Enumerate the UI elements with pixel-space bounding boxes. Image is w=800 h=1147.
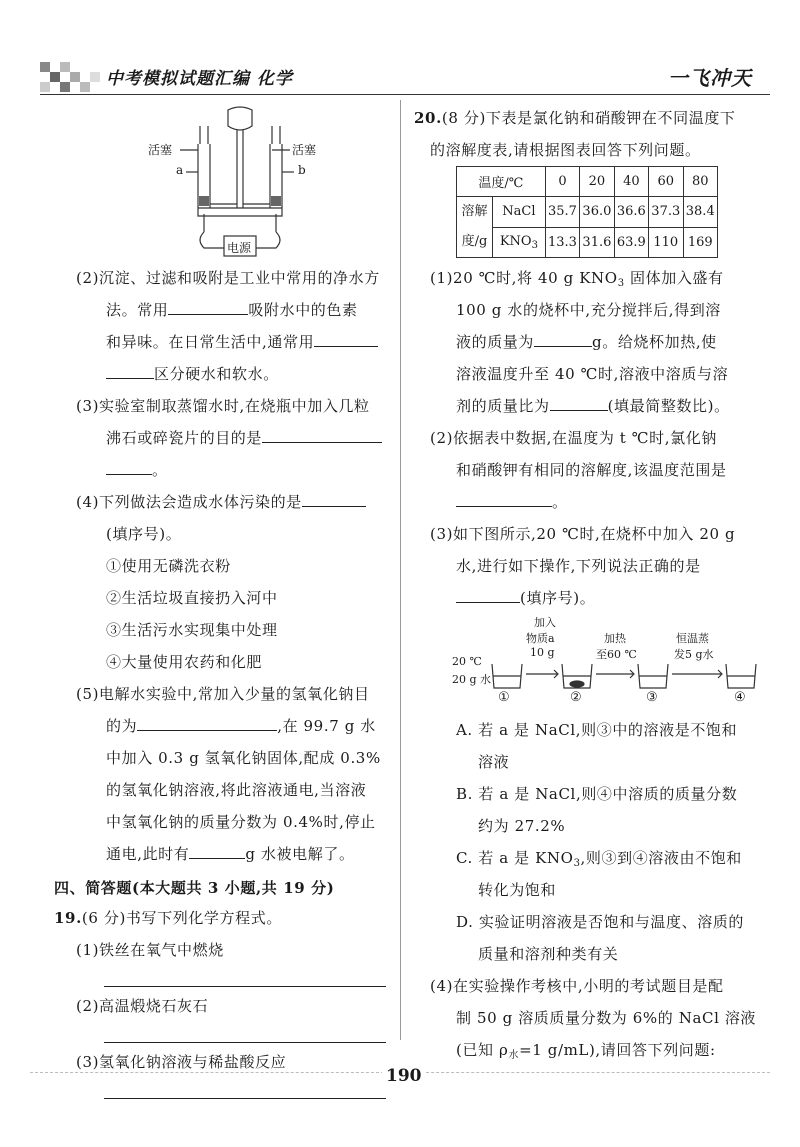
table-cell: 31.6 bbox=[580, 227, 614, 258]
flow-evap-mass: 发5 g水 bbox=[674, 648, 714, 661]
flow-evap-label: 恒温蒸 bbox=[676, 632, 709, 645]
p1-line3: 液的质量为 g。给烧杯加热,使 bbox=[456, 333, 717, 351]
valve-label-right: 活塞 bbox=[292, 143, 317, 157]
beaker-label-2: ② bbox=[570, 690, 582, 705]
answer-blank[interactable] bbox=[456, 493, 552, 507]
tube-label-b: b bbox=[298, 163, 306, 177]
flow-heat-label: 加热 bbox=[604, 632, 626, 645]
page-number: 190 bbox=[382, 1066, 426, 1086]
solubility-table bbox=[456, 166, 718, 258]
q5-line6: 通电,此时有 g 水被电解了。 bbox=[106, 845, 355, 863]
option-c-line1: C. 若 a 是 $KNO_3$,则③到④溶液由不饱和 bbox=[456, 849, 742, 869]
q4-option-2: ②生活垃圾直接扔入河中 bbox=[106, 589, 278, 607]
answer-line[interactable] bbox=[104, 1042, 386, 1043]
electrolysis-diagram bbox=[140, 104, 330, 260]
q19-part2: (2)高温煅烧石灰石 bbox=[76, 997, 209, 1015]
option-d-line1: D. 实验证明溶液是否饱和与温度、溶质的 bbox=[456, 913, 745, 931]
table-cell: 80 bbox=[683, 167, 718, 197]
answer-blank[interactable] bbox=[302, 493, 366, 507]
flow-heat-temp: 至60 ℃ bbox=[596, 648, 637, 661]
table-cell: 169 bbox=[683, 227, 718, 258]
valve-label-left: 活塞 bbox=[148, 143, 173, 157]
table-cell: 63.9 bbox=[614, 227, 648, 258]
flow-add-label: 加入 bbox=[534, 616, 556, 629]
q4-line2: (填序号)。 bbox=[106, 525, 182, 543]
answer-blank[interactable] bbox=[189, 845, 245, 859]
table-cell: NaCl bbox=[493, 197, 546, 228]
answer-line[interactable] bbox=[104, 1098, 386, 1099]
answer-blank[interactable] bbox=[106, 461, 152, 475]
table-row bbox=[457, 167, 718, 197]
table-cell: 36.0 bbox=[580, 197, 614, 228]
q4-option-4: ④大量使用农药和化肥 bbox=[106, 653, 263, 671]
table-cell: 20 bbox=[580, 167, 614, 197]
q5-line2: 的为 ,在 99.7 g 水 bbox=[106, 717, 376, 735]
q3-line1: (3)实验室制取蒸馏水时,在烧瓶中加入几粒 bbox=[76, 397, 370, 415]
table-cell: 40 bbox=[614, 167, 648, 197]
table-cell: 0 bbox=[545, 167, 579, 197]
q5-line1: (5)电解水实验中,常加入少量的氢氧化钠目 bbox=[76, 685, 370, 703]
table-cell: 110 bbox=[649, 227, 683, 258]
answer-blank[interactable] bbox=[262, 429, 382, 443]
table-row bbox=[457, 197, 718, 228]
flow-add-mass: 10 g bbox=[530, 646, 555, 659]
q19-part3: (3)氢氧化钠溶液与稀盐酸反应 bbox=[76, 1053, 287, 1071]
q2-line4: 区分硬水和软水。 bbox=[106, 364, 279, 384]
beaker-label-3: ③ bbox=[646, 690, 658, 705]
table-header-temp: 温度/℃ bbox=[457, 167, 546, 197]
table-cell: $KNO_3$ bbox=[493, 227, 546, 258]
table-cell: 38.4 bbox=[683, 197, 718, 228]
answer-blank[interactable] bbox=[168, 301, 248, 315]
q19-part1: (1)铁丝在氧气中燃烧 bbox=[76, 941, 224, 959]
q4-line1: (4)下列做法会造成水体污染的是 bbox=[76, 492, 366, 512]
q5-line4: 的氢氧化钠溶液,将此溶液通电,当溶液 bbox=[106, 781, 367, 799]
q2-line2: 法。常用 吸附水中的色素 bbox=[106, 301, 358, 319]
p1-line2: 100 g 水的烧杯中,充分搅拌后,得到溶 bbox=[456, 301, 721, 319]
header-pattern bbox=[40, 62, 100, 92]
p4-line2: 制 50 g 溶质质量分数为 6%的 NaCl 溶液 bbox=[456, 1009, 757, 1027]
option-c-line2: 转化为饱和 bbox=[478, 881, 557, 899]
q3-line2: 沸石或碎瓷片的目的是 bbox=[106, 428, 382, 448]
header-rule bbox=[40, 94, 770, 95]
q5-line3: 中加入 0.3 g 氢氧化钠固体,配成 0.3% bbox=[106, 749, 381, 767]
p3-line3: (填序号)。 bbox=[456, 588, 595, 608]
table-cell: 35.7 bbox=[545, 197, 579, 228]
p1-line5: 剂的质量比为 (填最简整数比)。 bbox=[456, 397, 730, 415]
brand-logo: 一飞冲天 bbox=[668, 66, 752, 90]
answer-blank[interactable] bbox=[106, 365, 154, 379]
answer-blank[interactable] bbox=[550, 397, 608, 411]
q19-header: 19.(6 分)书写下列化学方程式。 bbox=[54, 909, 282, 927]
table-cell: 60 bbox=[649, 167, 683, 197]
flow-start-water: 20 g 水 bbox=[452, 673, 492, 686]
book-title: 中考模拟试题汇编 化学 bbox=[106, 69, 293, 89]
option-b-line2: 约为 27.2% bbox=[478, 817, 566, 835]
p2-line3: 。 bbox=[456, 492, 568, 512]
flow-add-substance: 物质a bbox=[526, 632, 555, 645]
q2-line1: (2)沉淀、过滤和吸附是工业中常用的净水方 bbox=[76, 269, 380, 287]
column-divider bbox=[400, 100, 401, 1040]
option-a-line2: 溶液 bbox=[478, 753, 510, 771]
power-label: 电源 bbox=[227, 241, 252, 255]
q20-line2: 的溶解度表,请根据图表回答下列问题。 bbox=[430, 141, 701, 159]
p2-line2: 和硝酸钾有相同的溶解度,该温度范围是 bbox=[456, 461, 727, 479]
table-cell: 36.6 bbox=[614, 197, 648, 228]
table-cell: 13.3 bbox=[545, 227, 579, 258]
beaker-label-1: ① bbox=[498, 690, 510, 705]
option-d-line2: 质量和溶剂种类有关 bbox=[478, 945, 619, 963]
q3-line3: 。 bbox=[106, 460, 168, 480]
beaker-label-4: ④ bbox=[734, 690, 746, 705]
table-row bbox=[457, 227, 718, 258]
q2-line3: 和异味。在日常生活中,通常用 bbox=[106, 332, 378, 352]
option-b-line1: B. 若 a 是 NaCl,则④中溶质的质量分数 bbox=[456, 785, 738, 803]
answer-line[interactable] bbox=[104, 986, 386, 987]
p3-line2: 水,进行如下操作,下列说法正确的是 bbox=[456, 557, 701, 575]
answer-blank[interactable] bbox=[314, 333, 378, 347]
p2-line1: (2)依据表中数据,在温度为 t ℃时,氯化钠 bbox=[430, 429, 717, 447]
q4-option-3: ③生活污水实现集中处理 bbox=[106, 621, 278, 639]
q4-option-1: ①使用无磷洗衣粉 bbox=[106, 557, 231, 575]
answer-blank[interactable] bbox=[137, 717, 277, 731]
q20-header: 20.(8 分)下表是氯化钠和硝酸钾在不同温度下 bbox=[414, 109, 736, 127]
flow-start-temp: 20 ℃ bbox=[452, 655, 482, 668]
p4-line1: (4)在实验操作考核中,小明的考试题目是配 bbox=[430, 977, 724, 995]
p1-line1: (1)20 ℃时,将 40 g $KNO_3$ 固体加入盛有 bbox=[430, 269, 724, 289]
tube-label-a: a bbox=[176, 163, 184, 177]
p1-line4: 溶液温度升至 40 ℃时,溶液中溶质与溶 bbox=[456, 365, 729, 383]
section-4-heading: 四、简答题(本大题共 3 小题,共 19 分) bbox=[54, 879, 335, 897]
table-cell: 37.3 bbox=[649, 197, 683, 228]
table-row-label: 溶解 度/g bbox=[457, 197, 493, 258]
answer-blank[interactable] bbox=[456, 589, 520, 603]
option-a-line1: A. 若 a 是 NaCl,则③中的溶液是不饱和 bbox=[456, 721, 738, 739]
p3-line1: (3)如下图所示,20 ℃时,在烧杯中加入 20 g bbox=[430, 525, 736, 543]
q5-line5: 中氢氧化钠的质量分数为 0.4%时,停止 bbox=[106, 813, 376, 831]
p4-line3: (已知 $\rho_水=1$ g/mL),请回答下列问题: bbox=[456, 1041, 716, 1061]
answer-blank[interactable] bbox=[534, 333, 592, 347]
